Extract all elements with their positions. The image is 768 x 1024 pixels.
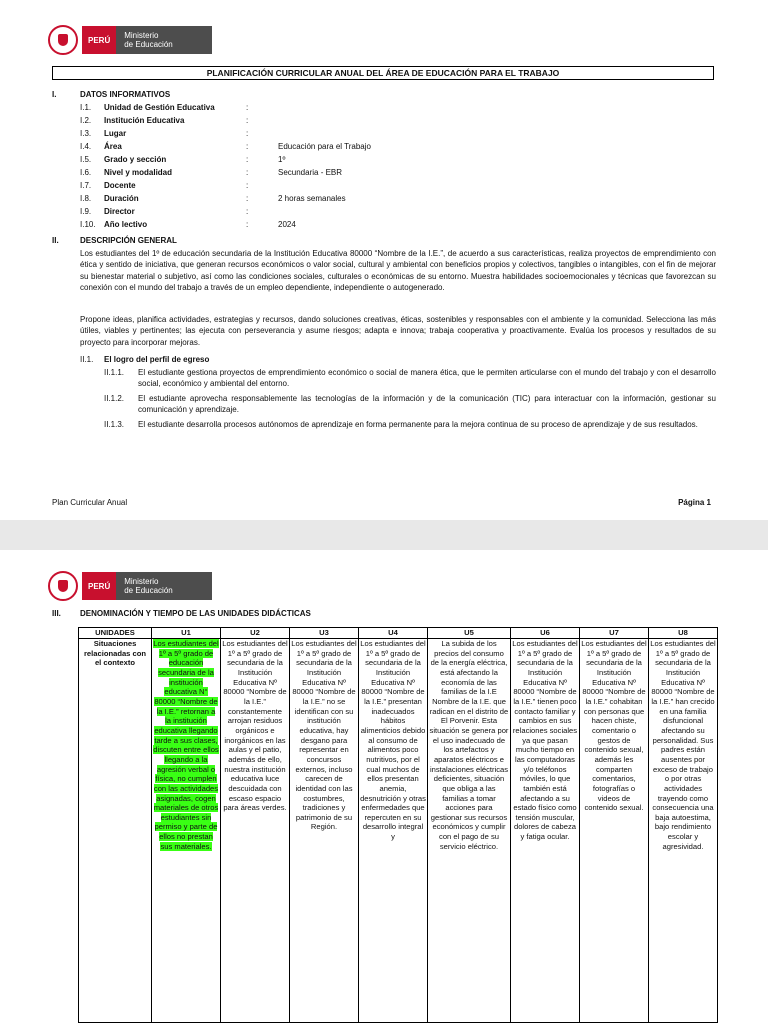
info-label: Grado y sección [104,155,167,164]
info-label: Director [104,207,135,216]
ministry-label: Ministerio de Educación [116,26,212,54]
column-header: U3 [290,628,359,639]
info-number: I.5. [80,155,92,164]
info-row [80,114,278,127]
situation-text: Los estudiantes del 1º a 5º grado de secundaria de la Institución Educativa Nº 80000 “Nombre de la I.E.” han crecido en una familia disfuncional afectando su personalidad. Sus padres están ausentes por exceso de trabajo o por otras actividades trayendo como consecuencia una baja autoestima, bajo rendimiento escolar y agresividad. [650,639,716,851]
info-number: I.10. [80,220,96,229]
situation-text: Los estudiantes del 1º a 5º grado de secundaria de la Institución Educativa Nº 80000 “Nombre de la I.E.” no se identifican con su institución educativa, hay desgano para representar en concursos externos, incluso carecen de identidad con las costumbres, tradiciones y patrimonio de su Región. [291,639,357,832]
situation-text: Los estudiantes del 1º a 5º grado de secundaria de la Institución Educativa Nº 80000 “Nombre de la I.E.” cohabitan con personas que hacen chiste, comentario o gestos de contenido sexual, además les comparten comentarios, fotografías o videos de contenido sexual. [581,639,647,813]
document-title: PLANIFICACIÓN CURRICULAR ANUAL DEL ÁREA DE EDUCACIÓN PARA EL TRABAJO [52,66,714,80]
info-label: Docente [104,181,136,190]
table-cell [152,639,221,1023]
info-colon: : [246,116,249,125]
column-header: U8 [649,628,718,639]
column-header: U6 [511,628,580,639]
info-number: I.6. [80,168,92,177]
section-1-title: DATOS INFORMATIVOS [80,90,171,99]
footer-left: Plan Curricular Anual [52,498,128,507]
situation-text: Los estudiantes del 1º a 5º grado de secundaria de la Institución Educativa Nº 80000 “Nombre de la I.E.” presentan inadecuados hábitos alimenticios debido al consumo de alimentos poco nutritivos, por el cual muchos de ellos presentan anemia, desnutrición y otras enfermedades que repercuten en su desarrollo integral y [360,639,426,842]
profile-item: II.1.2. El estudiante aprovecha responsablemente las tecnologías de la información y de la comunicación (TIC) para interactuar con la información, gestionar su comunicación y aprendizaje. [104,394,716,415]
table-cell [290,639,359,1023]
profile-item: II.1.3. El estudiante desarrolla procesos autónomos de aprendizaje en forma permanente para la mejora continua de su proceso de aprendizaje y de sus resultados. [104,420,698,429]
section-2-title: DESCRIPCIÓN GENERAL [80,236,177,245]
info-label: Unidad de Gestión Educativa [104,103,215,112]
units-table-header [79,628,718,639]
info-colon: : [246,155,249,164]
info-value: Educación para el Trabajo [278,142,371,151]
info-value: Secundaria - EBR [278,168,343,177]
peru-crest-icon [48,25,78,55]
info-row [80,140,371,153]
page-separator [0,520,768,550]
info-label: Duración [104,194,139,203]
section-1-number: I. [52,90,57,99]
profile-item: II.1.1. El estudiante gestiona proyectos de emprendimiento económico o social de manera ética, que le permiten articularse con el mundo del trabajo y con el desarrollo social, económico y ambiental del entorno. [104,368,716,389]
info-number: I.2. [80,116,92,125]
peru-label: PERÚ [82,572,116,600]
info-row [80,101,278,114]
info-label: Área [104,142,122,151]
section-2-number: II. [52,236,59,245]
situation-text: La subida de los precios del consumo de la energía eléctrica, está afectando la economía de las familias de la I.E Nombre de la I.E. que radican en el distrito de El Porvenir. Esta situación se genera por el uso inadecuado de los artefactos y aparatos eléctricos e instalaciones eléctricas deficientes, situación que obliga a las familias a tomar acciones para gestionar sus recursos económicos y cumplir con el pago de su servicio eléctrico. [429,639,509,851]
description-paragraph-2: Propone ideas, planifica actividades, estrategias y recursos, dando soluciones creativas, éticas, sostenibles y responsables con el ambiente y la comunidad. Selecciona las más útiles, viables y pertinentes; las ejecuta con perseverancia y asume riesgos; adapta e innova; trabaja cooperativa y proactivamente. Evalúa los procesos y resultados de su proyecto para incorporar mejoras. [80,315,716,347]
subsection-number: II.1. [80,355,94,364]
info-label: Institución Educativa [104,116,185,125]
info-number: I.7. [80,181,92,190]
info-value: 1º [278,155,286,164]
table-cell [221,639,290,1023]
info-value: 2024 [278,220,296,229]
info-row [80,218,296,231]
ministry-label: Ministerio de Educación [116,572,212,600]
info-number: I.9. [80,207,92,216]
column-header: U5 [428,628,511,639]
info-label: Año lectivo [104,220,148,229]
info-colon: : [246,142,249,151]
units-table-row [79,639,718,1023]
info-value: 2 horas semanales [278,194,346,203]
section-3-number: III. [52,609,61,618]
info-label: Lugar [104,129,127,138]
info-colon: : [246,220,249,229]
info-row [80,192,346,205]
column-header: UNIDADES [79,628,152,639]
table-cell [359,639,428,1023]
info-number: I.1. [80,103,92,112]
row-header: Situaciones relacionadas con el contexto [83,639,147,668]
info-row [80,166,342,179]
table-cell [511,639,580,1023]
info-row [80,205,278,218]
subsection-title: El logro del perfil de egreso [104,355,210,364]
info-row [80,179,278,192]
info-colon: : [246,129,249,138]
column-header: U2 [221,628,290,639]
column-header: U4 [359,628,428,639]
units-table [78,627,718,1023]
table-cell [580,639,649,1023]
info-row [80,127,278,140]
info-number: I.4. [80,142,92,151]
info-row [80,153,285,166]
column-header: U7 [580,628,649,639]
peru-crest-icon [48,571,78,601]
table-cell [649,639,718,1023]
info-colon: : [246,194,249,203]
peru-label: PERÚ [82,26,116,54]
info-colon: : [246,103,249,112]
info-number: I.8. [80,194,92,203]
info-colon: : [246,207,249,216]
info-label: Nivel y modalidad [104,168,173,177]
description-paragraph-1: Los estudiantes del 1º de educación secundaria de la Institución Educativa 80000 “Nombre de la I.E.”, de acuerdo a sus características, realiza proyectos de emprendimiento con ética y sentido de iniciativa, que generan recursos económicos o valor social, cultural y ambiental con beneficios propios y colectivos, tangibles o intangibles, con el fin de mejorar su bienestar material o subjetivo, así como las condiciones sociales, culturales o económicas de su entorno. Muestra habilidades socioemocionales y técnicas que favorezcan su conexión con el mundo del trabajo a través de un empleo dependiente, independiente o autogenerado. [80,249,716,293]
situation-text: Los estudiantes del 1º a 5º grado de secundaria de la Institución Educativa Nº 80000 “Nombre de la I.E.” constantemente arrojan residuos orgánicos e inorgánicos en las aulas y el patio, además de ello, nuestra institución educativa luce descuidada con escaso espacio para áreas verdes. [222,639,288,813]
situation-text: Los estudiantes del 1º a 5º grado de secundaria de la Institución Educativa Nº 80000 “Nombre de la I.E.” tienen poco contacto familiar y cambios en sus relaciones sociales ya que pasan mucho tiempo en las computadoras y/o teléfonos móviles, lo que también está afectando a su estado físico como tensión muscular, dolores de cabeza y fatiga ocular. [512,639,578,842]
highlighted-situation-text: Los estudiantes del 1º a 5º grado de educación secundaria de la institución educativa N° 80000 “Nombre de la I.E.” retornan a la institución educativa llegando tarde a sus clases, discuten entre ellos llegando a la agresión verbal o física, no cumplen con las actividades asignadas, cogen materiales de otros estudiantes sin permiso y parte de ellos no prestan sus materiales. [153,639,219,851]
table-cell [428,639,511,1023]
info-number: I.3. [80,129,92,138]
info-colon: : [246,168,249,177]
footer-page-number: Página 1 [678,498,711,507]
section-3-title: DENOMINACIÓN Y TIEMPO DE LAS UNIDADES DIDÁCTICAS [80,609,311,618]
column-header: U1 [152,628,221,639]
info-colon: : [246,181,249,190]
page-2 [0,550,768,1024]
ministry-header [48,22,212,58]
ministry-header [48,568,212,604]
row-header-cell [79,639,152,1023]
